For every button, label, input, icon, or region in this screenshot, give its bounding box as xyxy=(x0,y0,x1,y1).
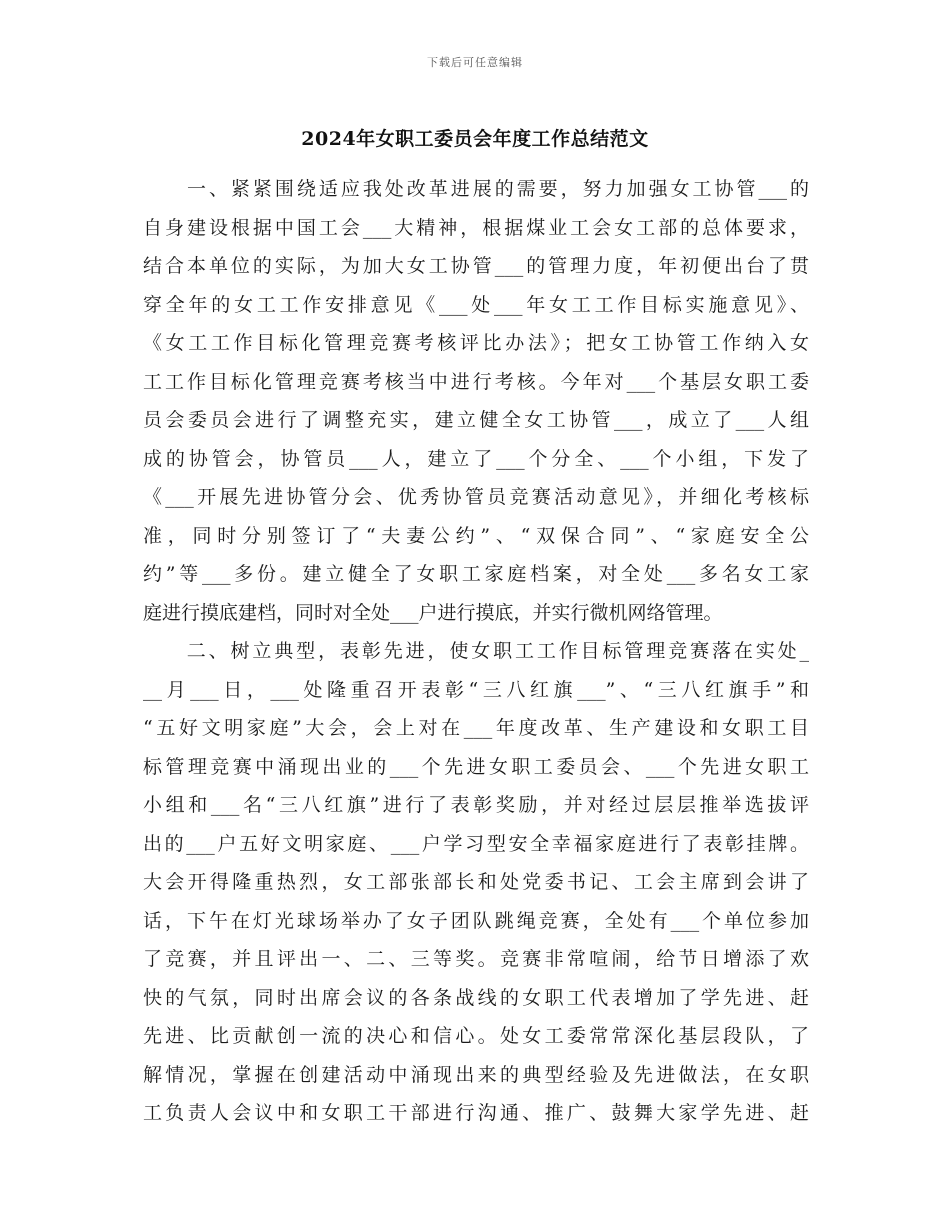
body-line: 一、紧紧围绕适应我处改革进展的需要，努力加强女工协管___的 xyxy=(143,178,809,200)
body-line: 工工作目标化管理竞赛考核当中进行考核。今年对___个基层女职工委 xyxy=(143,370,809,393)
body-line: 了竞赛，并且评出一、二、三等奖。竞赛非常喧闹，给节日增添了欢 xyxy=(143,948,809,970)
body-line: 约”等___多份。建立健全了女职工家庭档案，对全处___多名女工家 xyxy=(143,563,809,585)
body-line: 标管理竞赛中涌现出业的___个先进女职工委员会、___个先进女职工 xyxy=(143,755,809,778)
body-line: “五好文明家庭”大会，会上对在___年度改革、生产建设和女职工目 xyxy=(143,717,809,739)
body-line: 二、树立典型，表彰先进，使女职工工作目标管理竞赛落在实处_ xyxy=(143,640,809,662)
body-line: 员会委员会进行了调整充实，建立健全女工协管___，成立了___人组 xyxy=(143,409,809,431)
body-line: 解情况，掌握在创建活动中涌现出来的典型经验及先进做法，在女职 xyxy=(143,1063,809,1086)
body-line: 先进、比贡献创一流的决心和信心。处女工委常常深化基层段队，了 xyxy=(143,1025,809,1047)
body-line: 话，下午在灯光球场举办了女子团队跳绳竞赛，全处有___个单位参加 xyxy=(143,909,809,932)
document-title: 2024年女职工委员会年度工作总结范文 xyxy=(301,128,649,150)
body-line: __月___日，___处隆重召开表彰“三八红旗___”、“三八红旗手”和 xyxy=(143,678,809,701)
header-note: 下载后可任意编辑 xyxy=(427,56,523,69)
body-line: 出的___户五好文明家庭、___户学习型安全幸福家庭进行了表彰挂牌。 xyxy=(143,832,809,855)
body-line: 穿全年的女工工作安排意见《___处___年女工工作目标实施意见》、 xyxy=(143,293,809,316)
body-line: 大会开得隆重热烈，女工部张部长和处党委书记、工会主席到会讲了 xyxy=(143,871,809,893)
body-line: 工负责人会议中和女职工干部进行沟通、推广、鼓舞大家学先进、赶 xyxy=(143,1102,809,1124)
body-line: 《___开展先进协管分会、优秀协管员竞赛活动意见》，并细化考核标 xyxy=(143,486,809,508)
body-line: 准，同时分别签订了“夫妻公约”、“双保合同”、“家庭安全公 xyxy=(143,524,809,547)
body-line: 成的协管会，协管员___人，建立了___个分全、___个小组，下发了 xyxy=(143,447,809,470)
body-line: 结合本单位的实际，为加大女工协管___的管理力度，年初便出台了贯 xyxy=(143,255,809,277)
document-body xyxy=(143,170,809,1133)
body-line: 快的气氛，同时出席会议的各条战线的女职工代表增加了学先进、赶 xyxy=(143,986,809,1009)
body-line: 自身建设根据中国工会___大精神，根据煤业工会女工部的总体要求， xyxy=(143,216,809,239)
body-line: 庭进行摸底建档，同时对全处___户进行摸底，并实行微机网络管理。 xyxy=(143,601,723,624)
body-line: 小组和___名“三八红旗”进行了表彰奖励，并对经过层层推举选拔评 xyxy=(143,794,809,816)
body-line: 《女工工作目标化管理竞赛考核评比办法》；把女工协管工作纳入女 xyxy=(143,332,809,354)
